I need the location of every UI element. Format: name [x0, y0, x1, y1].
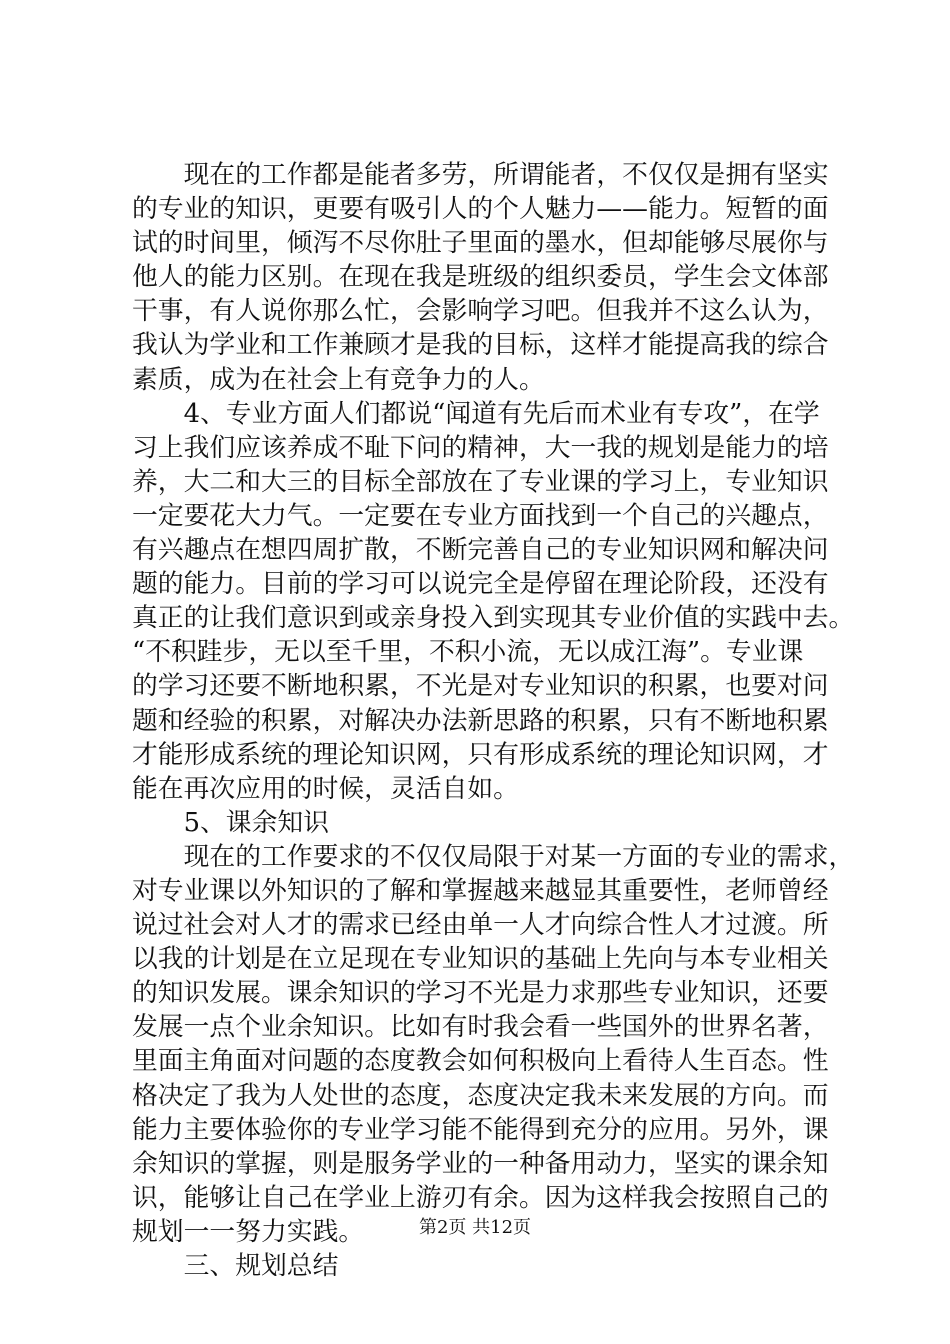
text-line: 规划一一努力实践。: [132, 1216, 365, 1247]
text-line: 的专业的知识，更要有吸引人的个人魅力——能力。短暂的面: [132, 194, 829, 225]
text-line: 能在再次应用的时候，灵活自如。: [132, 773, 519, 804]
text-line: 识，能够让自己在学业上游刃有余。因为这样我会按照自己的: [132, 1182, 829, 1213]
text-line: 他人的能力区别。在现在我是班级的组织委员，学生会文体部: [132, 262, 829, 293]
text-line: 以我的计划是在立足现在专业知识的基础上先向与本专业相关: [132, 944, 829, 975]
text-line: 有兴趣点在想四周扩散，不断完善自己的专业知识网和解决问: [132, 535, 829, 566]
page-number-footer: 第2页 共12页: [418, 1217, 532, 1238]
text-line: “不积跬步，无以至千里，不积小流，无以成江海”。专业课: [132, 637, 804, 668]
text-line: 里面主角面对问题的态度教会如何积极向上看待人生百态。性: [132, 1046, 829, 1077]
text-line: 养，大二和大三的目标全部放在了专业课的学习上，专业知识: [132, 466, 829, 497]
text-line: 真正的让我们意识到或亲身投入到实现其专业价值的实践中去。: [132, 603, 855, 634]
section-heading: 三、规划总结: [132, 1251, 339, 1281]
text-line: 格决定了我为人处世的态度，态度决定我未来发展的方向。而: [132, 1080, 829, 1111]
text-line: 我认为学业和工作兼顾才是我的目标，这样才能提高我的综合: [132, 330, 829, 361]
text-line: 才能形成系统的理论知识网，只有形成系统的理论知识网，才: [132, 739, 829, 770]
text-line: 能力主要体验你的专业学习能不能得到充分的应用。另外，课: [132, 1114, 829, 1145]
text-line: 素质，成为在社会上有竞争力的人。: [132, 364, 545, 395]
text-line: 现在的工作要求的不仅仅局限于对某一方面的专业的需求，: [132, 841, 855, 872]
text-line: 题的能力。目前的学习可以说完全是停留在理论阶段，还没有: [132, 569, 829, 600]
body-text: [132, 158, 855, 1283]
text-line: 习上我们应该养成不耻下问的精神，大一我的规划是能力的培: [132, 432, 829, 463]
text-line: 试的时间里，倾泻不尽你肚子里面的墨水，但却能够尽展你与: [132, 228, 829, 259]
text-line: 题和经验的积累，对解决办法新思路的积累，只有不断地积累: [132, 705, 829, 736]
text-line: 现在的工作都是能者多劳，所谓能者，不仅仅是拥有坚实: [132, 160, 829, 190]
section-heading: 5、课余知识: [132, 807, 329, 838]
text-line: 对专业课以外知识的了解和掌握越来越显其重要性，老师曾经: [132, 875, 829, 906]
text-line: 说过社会对人才的需求已经由单一人才向综合性人才过渡。所: [132, 910, 829, 941]
text-line: 余知识的掌握，则是服务学业的一种备用动力，坚实的课余知: [132, 1148, 829, 1179]
text-line: 发展一点个业余知识。比如有时我会看一些国外的世界名著，: [132, 1012, 829, 1043]
text-line: 的知识发展。课余知识的学习不光是力求那些专业知识，还要: [132, 978, 829, 1009]
text-line: 一定要花大力气。一定要在专业方面找到一个自己的兴趣点，: [132, 500, 829, 531]
text-line: 的学习还要不断地积累，不光是对专业知识的积累，也要对问: [132, 671, 829, 702]
text-line: 干事，有人说你那么忙，会影响学习吧。但我并不这么认为，: [132, 296, 829, 327]
text-line: 4、专业方面人们都说“闻道有先后而术业有专攻”，在学: [132, 398, 820, 429]
